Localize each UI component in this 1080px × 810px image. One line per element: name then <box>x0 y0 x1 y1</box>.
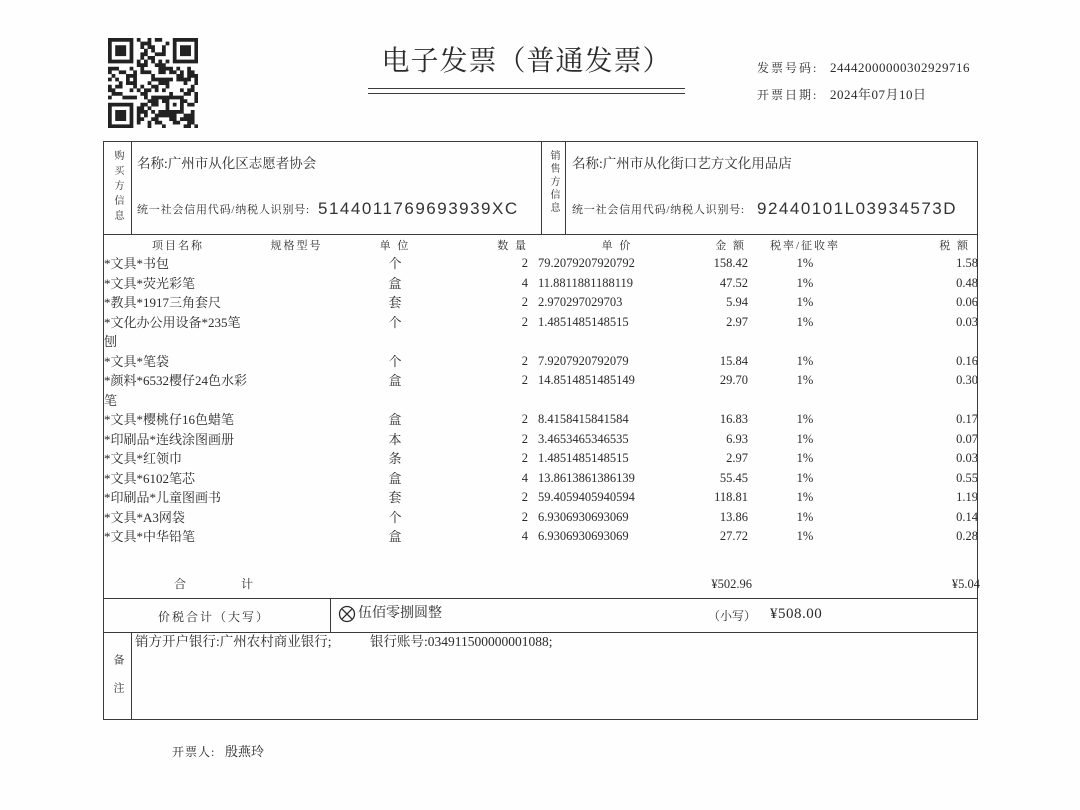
item-amount: 16.83 <box>719 412 748 426</box>
item-row <box>103 313 978 352</box>
item-tax-rate: 1% <box>796 353 814 368</box>
invoice-number: 24442000000302929716 <box>830 60 970 75</box>
item-row <box>103 508 978 528</box>
title-double-underline <box>368 88 685 94</box>
grand-total-divider <box>330 598 331 632</box>
item-spec <box>253 371 340 410</box>
item-amount: 13.86 <box>719 509 748 524</box>
item-quantity: 2 <box>521 373 528 387</box>
item-row <box>103 293 978 313</box>
item-unit: 个 <box>388 314 402 330</box>
item-quantity: 2 <box>521 353 528 368</box>
item-tax-amount: 0.28 <box>956 529 978 543</box>
item-tax-amount: 0.55 <box>956 470 978 485</box>
item-tax-rate: 1% <box>796 412 814 426</box>
header-amount: 金 额 <box>715 240 746 252</box>
header-spec: 规格型号 <box>270 240 323 252</box>
item-unit: 盒 <box>388 373 402 388</box>
buyer-name-row <box>137 155 316 173</box>
totals-amount: ¥502.96 <box>711 577 752 591</box>
item-unit-price: 11.8811881188119 <box>538 275 634 290</box>
item-row <box>103 430 978 450</box>
item-tax-amount: 0.03 <box>956 451 978 465</box>
item-name: *文具*中华铅笔 <box>104 529 196 544</box>
item-unit-price: 7.9207920792079 <box>538 353 629 368</box>
buyer-name: 广州市从化区志愿者协会 <box>167 156 317 171</box>
seller-label-divider <box>565 141 566 234</box>
header-quantity: 数 量 <box>497 240 528 252</box>
item-name: *颜料*6532樱仔24色水彩笔 <box>104 373 248 408</box>
grand-total-figures: ¥508.00 <box>770 606 823 622</box>
seller-name-label: 名称: <box>572 156 603 171</box>
item-spec <box>253 449 340 469</box>
item-tax-amount: 1.19 <box>956 490 978 504</box>
item-name: *文具*樱桃仔16色蜡笔 <box>104 412 235 427</box>
item-row <box>103 371 978 410</box>
header-unit-price: 单 价 <box>601 240 633 252</box>
circled-x-icon <box>338 605 356 623</box>
item-tax-rate: 1% <box>796 314 814 329</box>
item-row <box>103 469 978 489</box>
party-section-divider <box>103 234 978 235</box>
item-spec <box>253 254 340 274</box>
item-amount: 118.81 <box>714 490 748 504</box>
buyer-code-label: 统一社会信用代码/纳税人识别号: <box>137 204 310 216</box>
item-row <box>103 449 978 469</box>
seller-code-label: 统一社会信用代码/纳税人识别号: <box>572 204 745 216</box>
item-unit: 盒 <box>388 529 402 544</box>
item-spec <box>253 352 340 372</box>
item-unit-price: 8.4158415841584 <box>538 412 629 426</box>
item-unit-price: 6.9306930693069 <box>538 509 629 524</box>
seller-name: 广州市从化街口艺方文化用品店 <box>602 156 792 171</box>
item-amount: 158.42 <box>713 256 748 270</box>
items-table <box>103 238 978 547</box>
item-unit-price: 13.8613861386139 <box>538 470 635 485</box>
item-amount: 55.45 <box>719 470 748 485</box>
qr-code-pattern <box>108 38 198 128</box>
item-spec <box>253 488 340 508</box>
item-row <box>103 527 978 547</box>
item-amount: 29.70 <box>719 373 748 387</box>
header-tax-amount: 税 额 <box>939 240 970 252</box>
totals-tax: ¥5.04 <box>951 577 980 591</box>
item-quantity: 2 <box>521 314 528 329</box>
item-unit-price: 1.4851485148515 <box>538 451 629 465</box>
item-amount: 2.97 <box>726 451 748 465</box>
item-tax-amount: 0.14 <box>956 509 978 524</box>
item-tax-rate: 1% <box>796 529 814 543</box>
invoice-date-label: 开票日期: <box>757 88 819 102</box>
invoice-date: 2024年07月10日 <box>830 87 927 102</box>
item-name: *文具*荧光彩笔 <box>104 275 196 291</box>
item-unit: 个 <box>388 509 402 525</box>
header-item-name: 项目名称 <box>152 240 204 252</box>
item-name: *文具*笔袋 <box>104 353 170 369</box>
item-quantity: 2 <box>521 256 528 270</box>
item-tax-rate: 1% <box>796 509 814 524</box>
item-name: *教具*1917三角套尺 <box>104 295 222 310</box>
item-quantity: 2 <box>521 295 528 309</box>
header-unit: 单 位 <box>379 240 411 252</box>
item-unit-price: 2.970297029703 <box>538 295 623 309</box>
item-tax-rate: 1% <box>796 431 814 446</box>
item-unit-price: 79.2079207920792 <box>538 256 635 270</box>
item-quantity: 4 <box>521 275 528 290</box>
item-unit-price: 14.8514851485149 <box>538 373 635 387</box>
item-tax-rate: 1% <box>796 470 814 485</box>
item-tax-rate: 1% <box>796 295 814 309</box>
item-unit-price: 1.4851485148515 <box>538 314 629 329</box>
item-name: *印刷品*儿童图画书 <box>104 490 222 505</box>
buyer-label-divider <box>131 141 132 234</box>
item-unit-price: 59.4059405940594 <box>538 490 635 504</box>
remarks-label: 备注 <box>112 654 124 710</box>
item-tax-amount: 1.58 <box>956 256 978 270</box>
item-quantity: 2 <box>521 412 528 426</box>
buyer-tax-id: 5144011769693939XC <box>318 199 519 218</box>
buyer-name-label: 名称: <box>137 156 168 171</box>
remarks-label-divider <box>131 632 132 720</box>
item-name: *文具*书包 <box>104 256 170 271</box>
grand-total-in-words: 伍佰零捌圆整 <box>358 606 442 621</box>
item-quantity: 2 <box>521 490 528 504</box>
item-spec <box>253 469 340 489</box>
item-unit-price: 6.9306930693069 <box>538 529 629 543</box>
item-spec <box>253 410 340 430</box>
item-spec <box>253 430 340 450</box>
item-unit: 盒 <box>388 470 402 486</box>
item-name: *文具*红领巾 <box>104 451 183 466</box>
grand-total-figures-label: （小写） <box>708 609 757 623</box>
item-row <box>103 274 978 294</box>
items-header-row <box>103 238 978 254</box>
item-spec <box>253 293 340 313</box>
item-quantity: 4 <box>521 470 528 485</box>
item-unit: 盒 <box>388 275 402 291</box>
issuer-name: 殷燕玲 <box>225 744 265 759</box>
item-spec <box>253 508 340 528</box>
item-name: *印刷品*连线涂图画册 <box>104 431 235 447</box>
item-amount: 2.97 <box>726 314 748 329</box>
item-tax-rate: 1% <box>796 451 814 465</box>
item-spec <box>253 274 340 294</box>
item-name: *文化办公用设备*235笔刨 <box>104 314 241 349</box>
item-tax-amount: 0.48 <box>956 275 978 290</box>
item-amount: 5.94 <box>726 295 748 309</box>
buyer-seller-divider <box>541 141 542 234</box>
item-spec <box>253 527 340 547</box>
item-tax-amount: 0.16 <box>956 353 978 368</box>
item-tax-amount: 0.17 <box>956 412 978 426</box>
totals-label: 合 计 <box>174 577 254 591</box>
item-unit: 本 <box>388 431 402 447</box>
item-quantity: 4 <box>521 529 528 543</box>
item-unit: 套 <box>388 490 402 505</box>
issuer-label: 开票人: <box>172 745 216 759</box>
item-amount: 6.93 <box>726 431 748 446</box>
grand-total-label: 价税合计（大写） <box>158 610 271 624</box>
item-unit-price: 3.4653465346535 <box>538 431 629 446</box>
item-amount: 47.52 <box>719 275 748 290</box>
item-tax-rate: 1% <box>796 275 814 290</box>
item-name: *文具*A3网袋 <box>104 509 185 525</box>
invoice-title: 电子发票（普通发票） <box>381 46 672 77</box>
remarks-account: 银行账号:034911500000001088; <box>370 634 553 649</box>
items-body <box>103 254 978 547</box>
item-unit: 条 <box>388 451 402 466</box>
item-row <box>103 410 978 430</box>
item-tax-rate: 1% <box>796 256 814 270</box>
item-tax-rate: 1% <box>796 490 814 504</box>
item-unit: 个 <box>388 256 402 271</box>
item-row <box>103 488 978 508</box>
item-name: *文具*6102笔芯 <box>104 470 196 486</box>
item-unit: 盒 <box>388 412 402 427</box>
item-tax-amount: 0.30 <box>956 373 978 387</box>
header-tax-rate: 税率/征收率 <box>769 240 841 252</box>
item-amount: 15.84 <box>719 353 748 368</box>
item-tax-amount: 0.06 <box>956 295 978 309</box>
seller-section-label: 销售方信息 <box>548 150 559 215</box>
item-quantity: 2 <box>521 509 528 524</box>
item-spec <box>253 313 340 352</box>
buyer-section-label: 购买方信息 <box>112 150 123 225</box>
item-tax-rate: 1% <box>796 373 814 387</box>
qr-code <box>108 38 198 128</box>
remarks-bank: 销方开户银行:广州农村商业银行; <box>135 634 332 649</box>
seller-name-row <box>572 155 792 173</box>
totals-divider <box>103 598 978 599</box>
item-unit: 套 <box>388 295 402 310</box>
item-amount: 27.72 <box>719 529 748 543</box>
item-row <box>103 254 978 274</box>
seller-tax-id: 92440101L03934573D <box>757 199 958 218</box>
item-quantity: 2 <box>521 431 528 446</box>
item-quantity: 2 <box>521 451 528 465</box>
item-tax-amount: 0.03 <box>956 314 978 329</box>
item-row <box>103 352 978 372</box>
item-tax-amount: 0.07 <box>956 431 978 446</box>
item-unit: 个 <box>388 353 402 369</box>
invoice-number-label: 发票号码: <box>757 61 819 75</box>
